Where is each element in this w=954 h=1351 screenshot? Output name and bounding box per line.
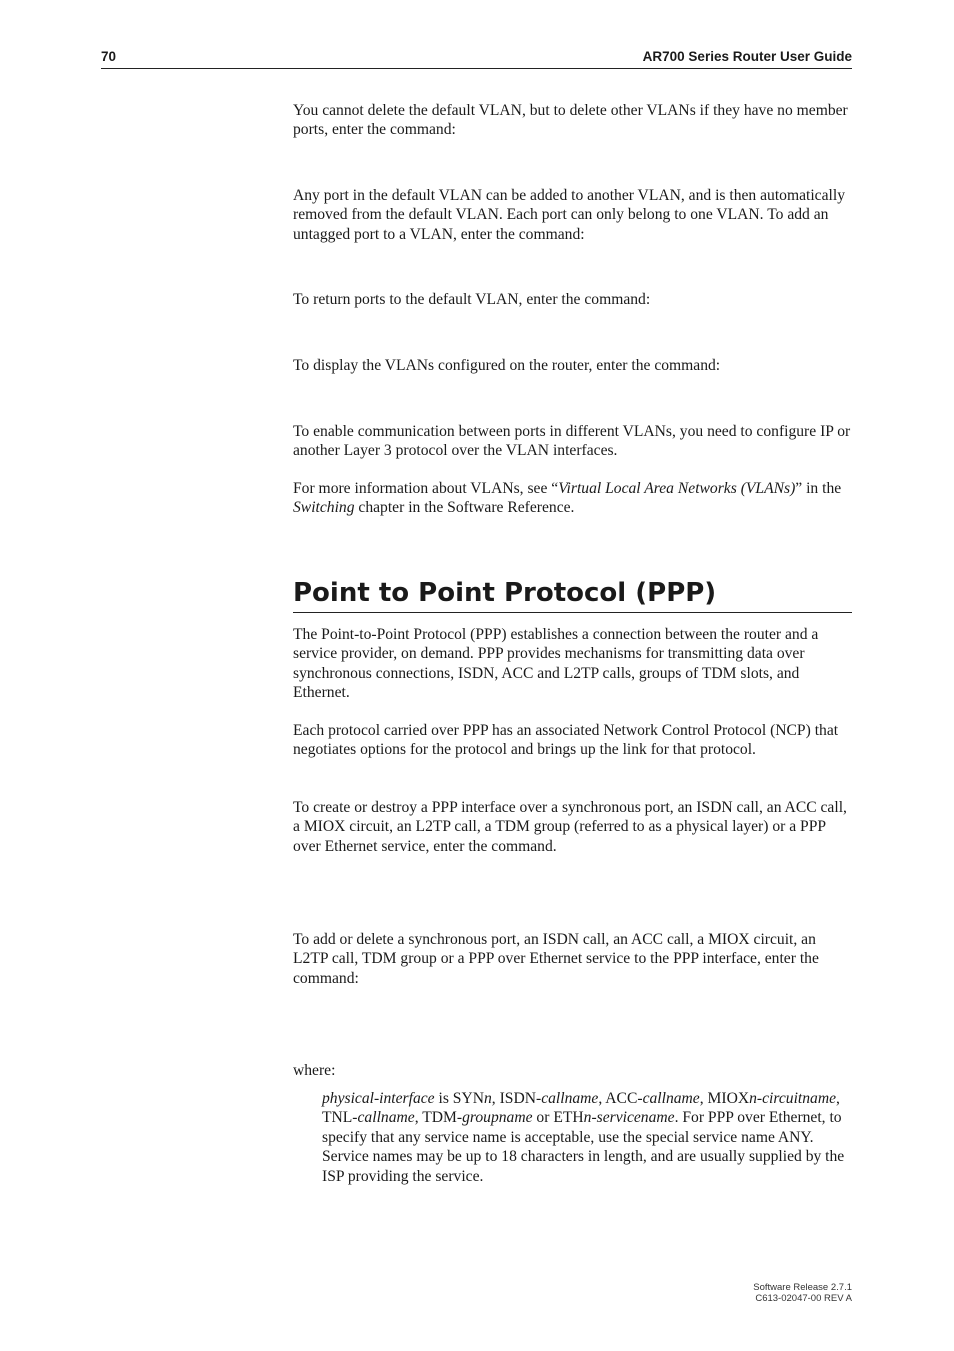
paragraph-text: You cannot delete the default VLAN, but to delete other VLANs if they have no member ports, enter the command: bbox=[293, 102, 848, 139]
ppp-create-paragraph bbox=[293, 798, 853, 856]
vlan-display-paragraph bbox=[293, 356, 853, 375]
where-label bbox=[293, 1061, 853, 1080]
guide-title: AR700 Series Router User Guide bbox=[642, 49, 852, 64]
param-var: callname bbox=[541, 1090, 599, 1107]
paragraph-text bbox=[322, 1089, 852, 1186]
paragraph-text bbox=[293, 479, 853, 518]
text-run: For more information about VLANs, see “ bbox=[293, 480, 559, 497]
param-var: callname bbox=[357, 1109, 415, 1127]
vlan-return-paragraph bbox=[293, 290, 853, 309]
paragraph-text: Any port in the default VLAN can be added to another VLAN, and is then automatically removed from the default VLAN. Each port can only belong to one VLAN. To add an untagged port to a VLAN, enter the command: bbox=[293, 187, 845, 243]
vlan-add-paragraph bbox=[293, 186, 853, 244]
paragraph-text: To display the VLANs configured on the router, enter the command: bbox=[293, 357, 721, 374]
text-run: ” in the bbox=[795, 480, 842, 497]
text-run: is SYN bbox=[434, 1090, 484, 1107]
section-heading bbox=[293, 574, 852, 613]
paragraph-text: To add or delete a synchronous port, an ISDN call, an ACC call, a MIOX circuit, an L2TP call, TDM group or a PPP over Ethernet service to the PPP interface, enter the command: bbox=[293, 931, 819, 987]
param-var: n-servicename bbox=[583, 1109, 675, 1127]
text-run: , TNL- bbox=[322, 1090, 840, 1127]
page-header bbox=[101, 48, 852, 69]
ppp-ncp-paragraph bbox=[293, 721, 853, 760]
paragraph-text: To enable communication between ports in different VLANs, you need to configure IP or another Layer 3 protocol over the VLAN interfaces. bbox=[293, 423, 851, 460]
param-var: n-circuitname bbox=[749, 1090, 837, 1107]
param-var: callname bbox=[642, 1090, 700, 1107]
vlan-more-info-paragraph bbox=[293, 479, 853, 518]
paragraph-text: To return ports to the default VLAN, enter the command: bbox=[293, 291, 651, 308]
chapter-reference: Switching bbox=[293, 499, 355, 517]
text-run: , ACC- bbox=[598, 1090, 643, 1107]
param-var: n bbox=[484, 1090, 492, 1107]
paragraph-text: where: bbox=[293, 1062, 336, 1079]
page-number: 70 bbox=[101, 49, 117, 64]
ppp-adddel-paragraph bbox=[293, 930, 853, 988]
vlan-delete-paragraph bbox=[293, 101, 853, 140]
document-code: C613-02047-00 REV A bbox=[755, 1293, 852, 1304]
text-run: , MIOX bbox=[699, 1090, 750, 1107]
heading-text: Point to Point Protocol (PPP) bbox=[293, 578, 717, 608]
vlan-enable-paragraph bbox=[293, 422, 853, 461]
cross-reference-link[interactable]: Virtual Local Area Networks (VLANs) bbox=[558, 480, 796, 497]
text-run: . For PPP over Ethernet, to specify that any service name is acceptable, use the special service name ANY. Service names may be up to 18 characters in length, and are usually supplied by the ISP providing the service. bbox=[322, 1109, 845, 1185]
parameter-definition bbox=[322, 1089, 852, 1186]
paragraph-text: Each protocol carried over PPP has an associated Network Control Protocol (NCP) that negotiates options for the protocol and brings up the link for that protocol. bbox=[293, 722, 839, 759]
param-name: physical-interface bbox=[322, 1090, 435, 1107]
ppp-intro-paragraph bbox=[293, 625, 853, 703]
paragraph-text: The Point-to-Point Protocol (PPP) establishes a connection between the router and a service provider, on demand. PPP provides mechanisms for transmitting data over synchronous connections, ISDN, ACC and L2TP calls, groups of TDM slots, and Ethernet. bbox=[293, 626, 819, 702]
page-footer bbox=[753, 1282, 852, 1304]
text-run: chapter in the Software Reference. bbox=[354, 499, 575, 517]
paragraph-text: To create or destroy a PPP interface over a synchronous port, an ISDN call, an ACC call, a MIOX circuit, an L2TP call, a TDM group (referred to as a physical layer) or a PPP over Ethernet service, enter the command. bbox=[293, 799, 847, 855]
text-run: , ISDN- bbox=[491, 1090, 542, 1107]
text-run: or ETH bbox=[532, 1109, 584, 1127]
text-run: , TDM- bbox=[414, 1109, 463, 1127]
param-var: groupname bbox=[462, 1109, 533, 1127]
software-release: Software Release 2.7.1 bbox=[753, 1282, 852, 1293]
